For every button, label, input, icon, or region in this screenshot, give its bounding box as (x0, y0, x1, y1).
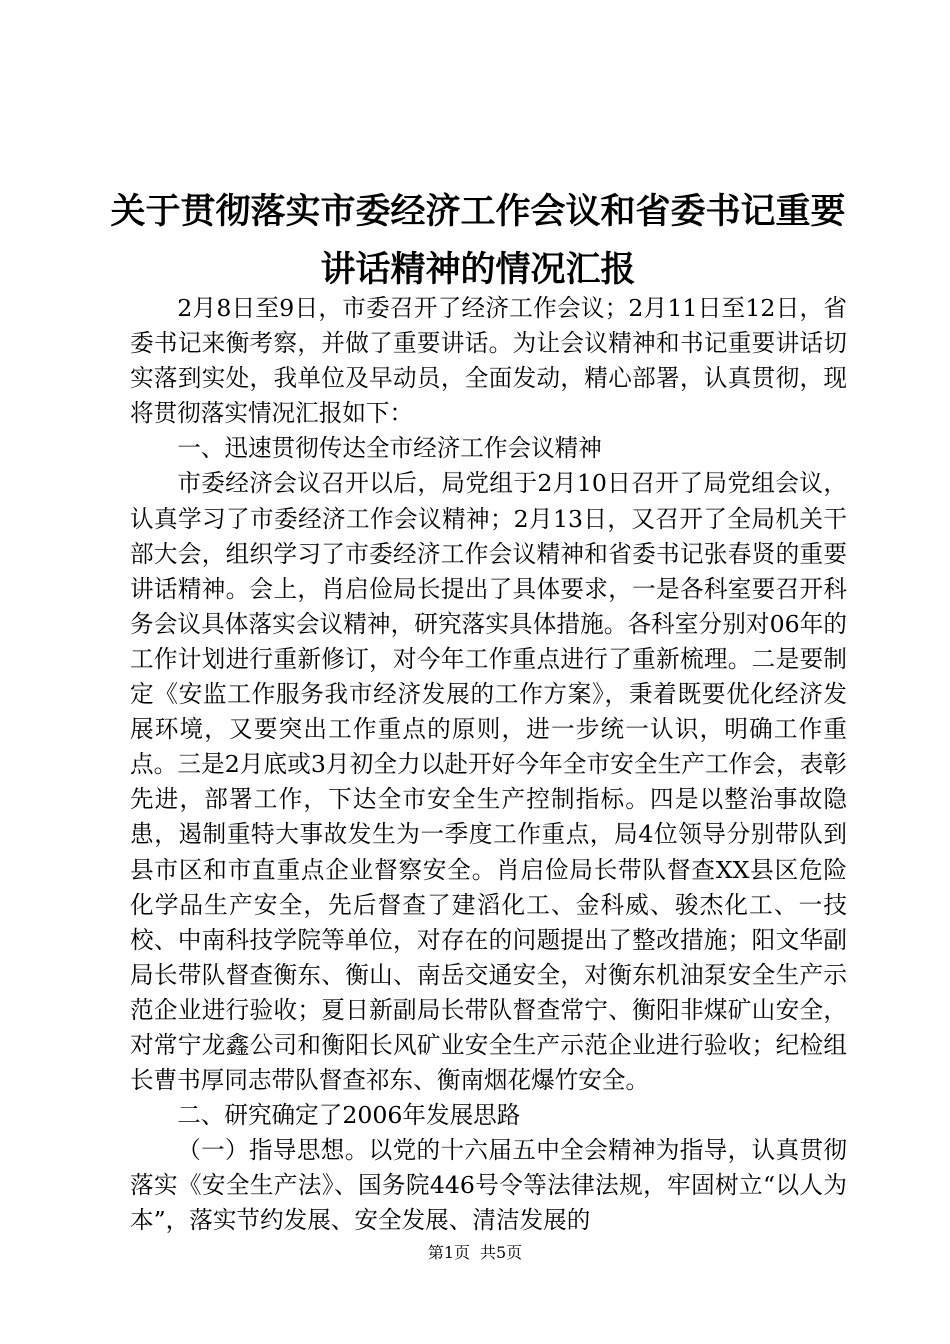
section-heading-1: 一、迅速贯彻传达全市经济工作会议精神 (177, 434, 602, 463)
document-title: 关于贯彻落实市委经济工作会议和省委书记重要讲话精神的情况汇报 (110, 191, 846, 290)
paragraph-section-1: 市委经济会议召开以后，局党组于2月10日召开了局党组会议，认真学习了市委经济工作会议精神；2月13日，又召开了全局机关干部大会，组织学习了市委经济工作会议精神和省委书记张春贤的重要讲话精神。会上，肖启俭局长提出了具体要求，一是各科室要召开科务会议具体落实会议精神，研究落实具体措施。各科室分别对06年的工作计划进行重新修订，对今年工作重点进行了重新梳理。二是要制定《安监工作服务我市经济发展的工作方案》，秉着既要优化经济发展环境，又要突出工作重点的原则，进一步统一认识，明确工作重点。三是2月底或3月初全力以赴开好今年全市安全生产工作会，表彰先进，部署工作，下达全市安全生产控制指标。四是以整治事故隐患，遏制重特大事故发生为一季度工作重点，局4位领导分别带队到县市区和市直重点企业督察安全。肖启俭局长带队督查XX县区危险化学品生产安全，先后督查了建滔化工、金科威、骏杰化工、一技校、中南科技学院等单位，对存在的问题提出了整改措施；阳文华副局长带队督查衡东、衡山、南岳交通安全，对衡东机油泵安全生产示范企业进行验收；夏日新副局长带队督查常宁、衡阳非煤矿山安全，对常宁龙鑫公司和衡阳长风矿业安全生产示范企业进行验收；纪检组长曹书厚同志带队督查祁东、衡南烟花爆竹安全。 (130, 469, 847, 1095)
section-heading-2: 二、研究确定了2006年发展思路 (177, 1101, 521, 1130)
paragraph-section-2: （一）指导思想。以党的十六届五中全会精神为指导，认真贯彻落实《安全生产法》、国务院446号令等法律法规，牢固树立“以人为本”，落实节约发展、安全发展、清洁发展的 (130, 1136, 847, 1235)
document-body (130, 291, 847, 1239)
paragraph-intro: 2月8日至9日，市委召开了经济工作会议；2月11日至12日，省委书记来衡考察，并做了重要讲话。为让会议精神和书记重要讲话切实落到实处，我单位及早动员，全面发动，精心部署，认真贯彻，现将贯彻落实情况汇报如下： (130, 294, 847, 428)
page-number: 第1页 (427, 1243, 470, 1262)
page-footer (0, 1240, 950, 1263)
page-total: 共5页 (480, 1243, 523, 1262)
